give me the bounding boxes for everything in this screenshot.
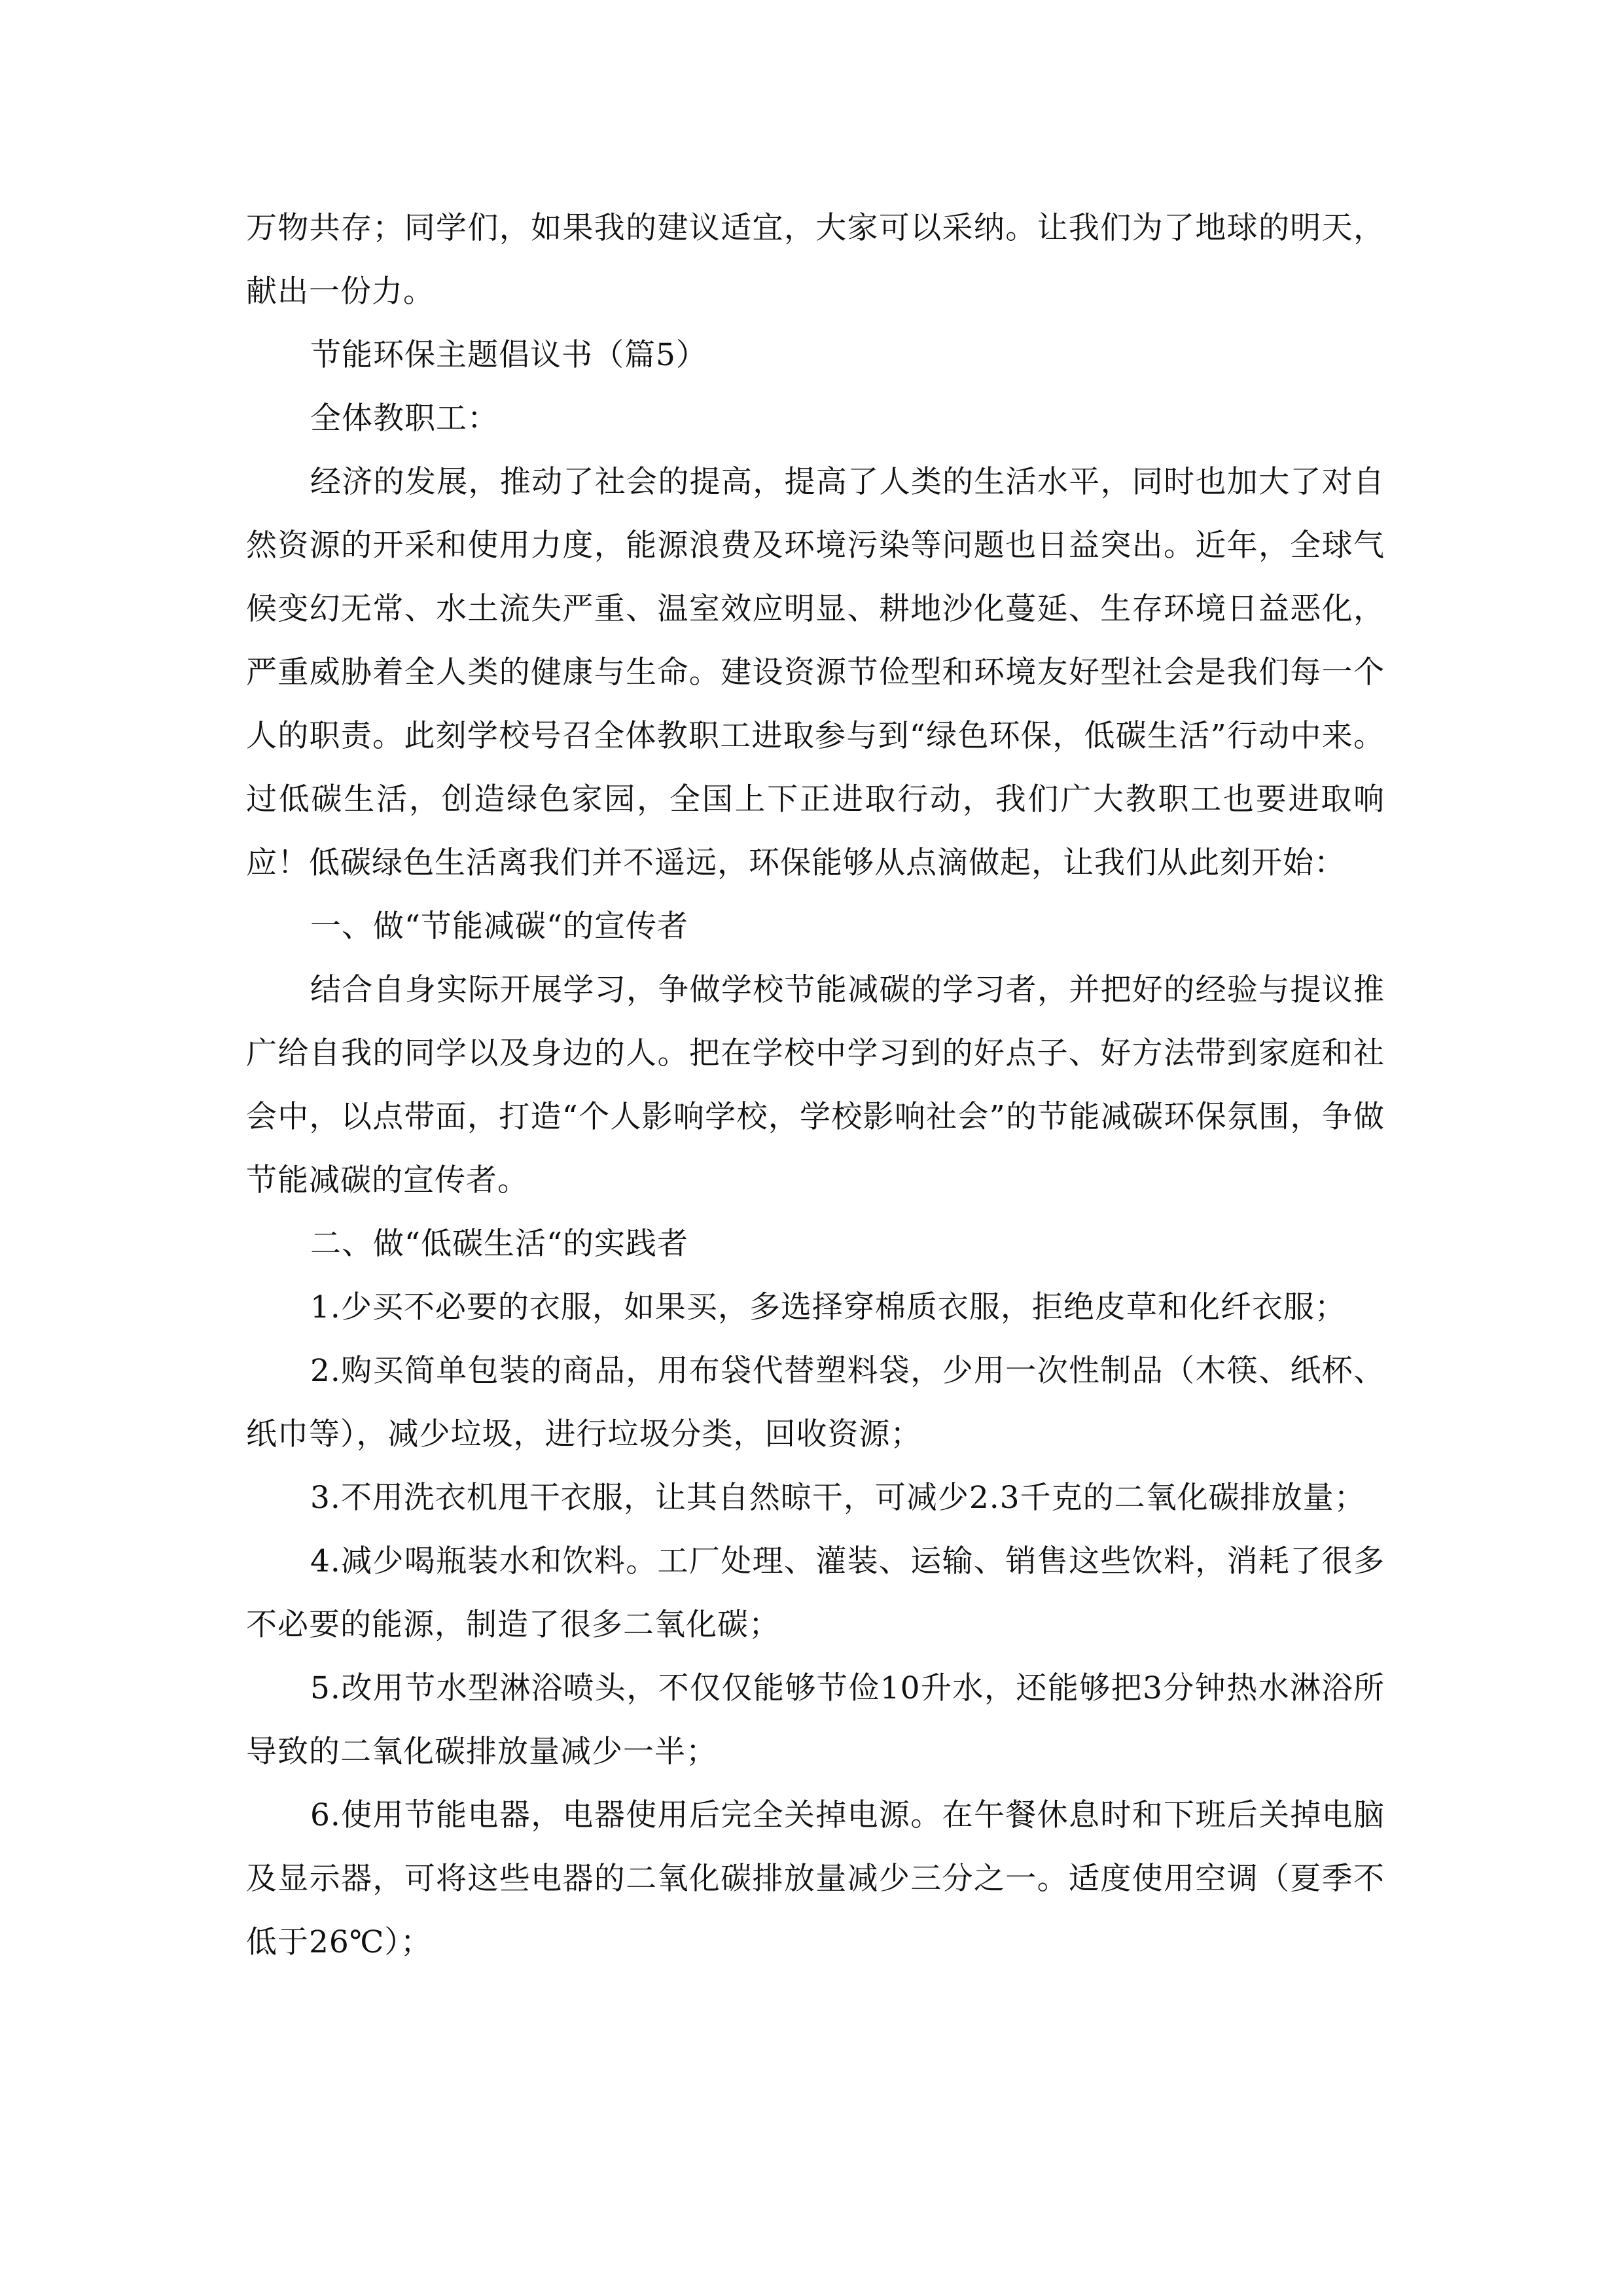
heading-two: 二、做“低碳生活“的实践者 [310,1226,689,1262]
paragraph-propagandist: 结合自身实际开展学习，争做学校节能减碳的学习者，并把好的经验与提议推广给自我的同学以及身边的人。把在学校中学习到的好点子、好方法带到家庭和社会中，以点带面，打造“个人影响学校，学校影响社会”的节能减碳环保氛围，争做节能减碳的宣传者。 [246,972,1385,1198]
document-body [246,196,1385,1974]
list-item-6: 6.使用节能电器，电器使用后完全关掉电源。在午餐休息时和下班后关掉电脑及显示器，可将这些电器的二氧化碳排放量减少三分之一。适度使用空调（夏季不低于26℃）； [246,1797,1385,1960]
section-title: 节能环保主题倡议书（篇5） [310,337,707,373]
intro-paragraph: 经济的发展，推动了社会的提高，提高了人类的生活水平，同时也加大了对自然资源的开采和使用力度，能源浪费及环境污染等问题也日益突出。近年，全球气候变幻无常、水土流失严重、温室效应明显、耕地沙化蔓延、生存环境日益恶化，严重威胁着全人类的健康与生命。建设资源节俭型和环境友好型社会是我们每一个人的职责。此刻学校号召全体教职工进取参与到“绿色环保，低碳生活”行动中来。过低碳生活，创造绿色家园，全国上下正进取行动，我们广大教职工也要进取响应！低碳绿色生活离我们并不遥远，环保能够从点滴做起，让我们从此刻开始： [246,464,1385,881]
list-item-5: 5.改用节水型淋浴喷头，不仅仅能够节俭10升水，还能够把3分钟热水淋浴所导致的二氧化碳排放量减少一半； [246,1670,1385,1770]
paragraph-continuation: 万物共存；同学们，如果我的建议适宜，大家可以采纳。让我们为了地球的明天，献出一份力。 [246,210,1385,310]
salutation: 全体教职工： [310,401,499,437]
list-item-4: 4.减少喝瓶装水和饮料。工厂处理、灌装、运输、销售这些饮料，消耗了很多不必要的能源，制造了很多二氧化碳； [246,1543,1385,1643]
list-item-2: 2.购买简单包装的商品，用布袋代替塑料袋，少用一次性制品（木筷、纸杯、纸巾等），减少垃圾，进行垃圾分类，回收资源； [246,1353,1385,1452]
heading-one: 一、做“节能减碳“的宣传者 [310,908,689,944]
list-item-1: 1.少买不必要的衣服，如果买，多选择穿棉质衣服，拒绝皮草和化纤衣服； [310,1289,1346,1325]
list-item-3: 3.不用洗衣机甩干衣服，让其自然晾干，可减少2.3千克的二氧化碳排放量； [310,1480,1366,1516]
